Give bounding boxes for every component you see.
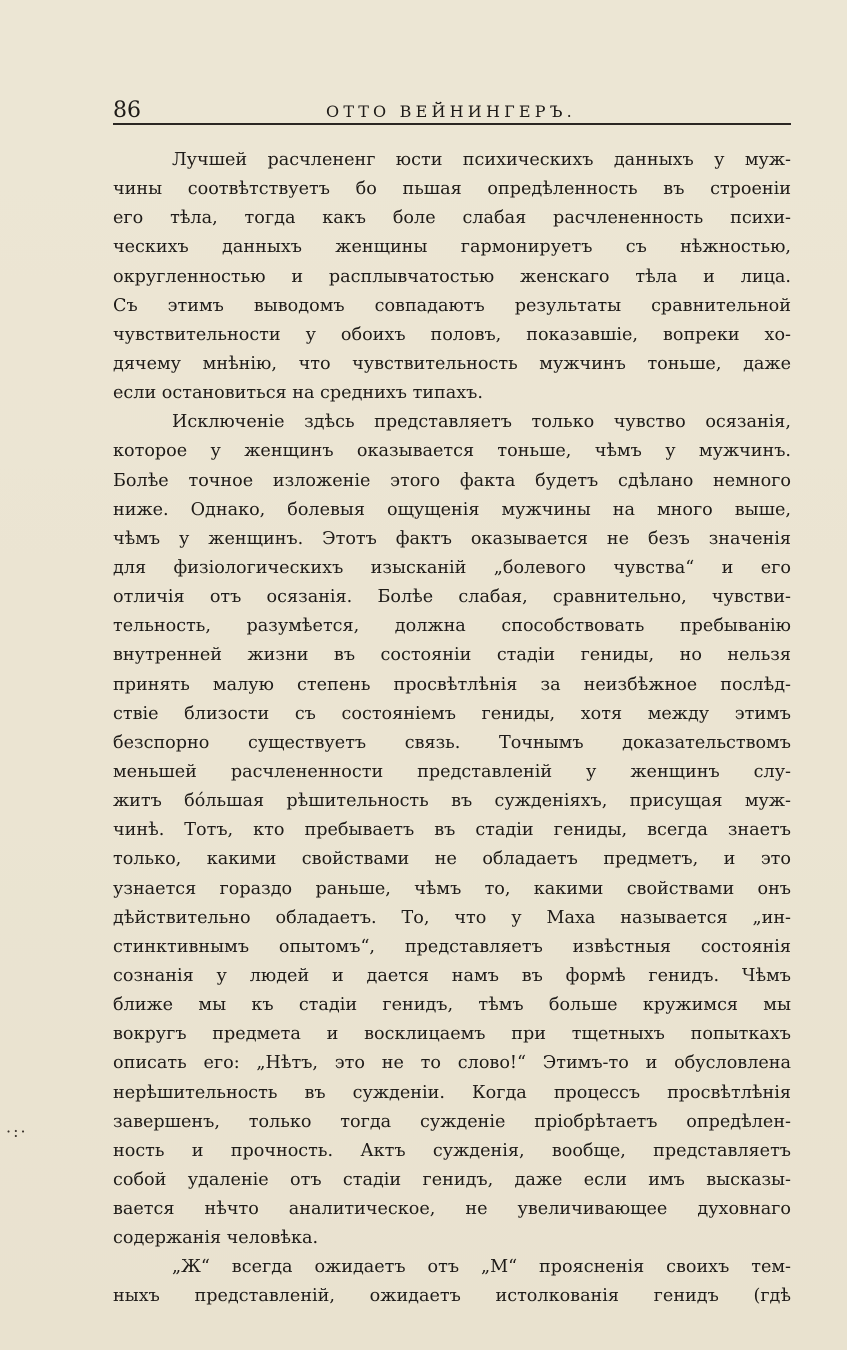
text-line: ближе мы къ стадіи генидъ, тѣмъ больше кружимся мы bbox=[113, 995, 791, 1016]
text-line: описать его: „Нѣтъ, это не то слово!“ Этимъ-то и обусловлена bbox=[113, 1053, 791, 1074]
text-line: содержанія человѣка. bbox=[113, 1228, 319, 1249]
text-line: округленностью и расплывчатостью женскаго тѣла и лица. bbox=[113, 266, 791, 287]
text-line: отличія отъ осязанія. Болѣе слабая, сравнительно, чувстви- bbox=[113, 587, 791, 608]
text-line: стинктивнымъ опытомъ“, представляетъ извѣстныя состоянія bbox=[113, 936, 791, 957]
text-line: меньшей расчлененности представленій у женщинъ слу- bbox=[113, 761, 791, 782]
text-line: дѣйствительно обладаетъ. То, что у Маха называется „ин- bbox=[113, 907, 791, 928]
text-line: чѣмъ у женщинъ. Этотъ фактъ оказывается не безъ значенія bbox=[113, 528, 791, 549]
text-line: ныхъ представленій, ожидаетъ истолкованія генидъ (гдѣ bbox=[113, 1286, 791, 1307]
text-line: Болѣе точное изложеніе этого факта будетъ сдѣлано немного bbox=[113, 470, 791, 491]
text-line: ческихъ данныхъ женщины гармонируетъ съ нѣжностью, bbox=[113, 237, 791, 258]
text-line: чувствительности у обоихъ половъ, показавшіе, вопреки хо- bbox=[113, 324, 791, 345]
text-line: Исключеніе здѣсь представляетъ только чувство осязанія, bbox=[172, 412, 791, 433]
text-line: узнается гораздо раньше, чѣмъ то, какими свойствами онъ bbox=[113, 878, 791, 899]
text-line: дячему мнѣнію, что чувствительность мужчинъ тоньше, даже bbox=[113, 353, 791, 374]
text-line: вокругъ предмета и восклицаемъ при тщетныхъ попыткахъ bbox=[113, 1024, 791, 1045]
text-line: „Ж“ всегда ожидаетъ отъ „М“ проясненія своихъ тем- bbox=[172, 1257, 791, 1278]
running-head: ОТТО ВЕЙНИНГЕРЪ. bbox=[326, 102, 576, 121]
text-line: житъ бо́льшая рѣшительность въ сужденіяхъ, присущая муж- bbox=[113, 791, 791, 812]
text-line: чины соотвѣтствуетъ бо пьшая опредѣленность въ строеніи bbox=[113, 179, 791, 200]
text-line: вается нѣчто аналитическое, не увеличивающее духовнаго bbox=[113, 1199, 791, 1220]
text-line: нерѣшительность въ сужденіи. Когда процессъ просвѣтлѣнія bbox=[113, 1082, 791, 1103]
text-line: безспорно существуетъ связь. Точнымъ доказательствомъ bbox=[113, 732, 791, 753]
text-line: ность и прочность. Актъ сужденія, вообще, представляетъ bbox=[113, 1140, 791, 1161]
text-line: ниже. Однако, болевыя ощущенія мужчины на много выше, bbox=[113, 499, 791, 520]
text-line: для физіологическихъ изысканій „болевого чувства“ и его bbox=[113, 557, 791, 578]
text-line: собой удаленіе отъ стадіи генидъ, даже если имъ высказы- bbox=[113, 1169, 791, 1190]
text-line: если остановиться на среднихъ типахъ. bbox=[113, 383, 483, 404]
page-number: 86 bbox=[113, 98, 141, 123]
body-text bbox=[113, 146, 791, 1312]
header-rule bbox=[113, 123, 791, 125]
text-line: только, какими свойствами не обладаетъ предметъ, и это bbox=[113, 849, 791, 870]
text-line: Съ этимъ выводомъ совпадаютъ результаты сравнительной bbox=[113, 295, 791, 316]
text-line: Лучшей расчлененг юсти психическихъ данныхъ у муж- bbox=[172, 150, 791, 170]
text-line: тельность, разумѣется, должна способствовать пребыванію bbox=[113, 616, 791, 637]
text-line: его тѣла, тогда какъ боле слабая расчлененность психи- bbox=[113, 208, 791, 229]
ink-spot-mark: ·:· bbox=[6, 1122, 28, 1141]
text-line: чинѣ. Тотъ, кто пребываетъ въ стадіи гениды, всегда знаетъ bbox=[113, 820, 791, 841]
text-line: ствіе близости съ состояніемъ гениды, хотя между этимъ bbox=[113, 703, 791, 724]
text-line: внутренней жизни въ состояніи стадіи гениды, но нельзя bbox=[113, 645, 791, 666]
text-line: завершенъ, только тогда сужденіе пріобрѣтаетъ опредѣлен- bbox=[113, 1111, 791, 1132]
text-line: сознанія у людей и дается намъ въ формѣ генидъ. Чѣмъ bbox=[113, 965, 791, 986]
text-line: которое у женщинъ оказывается тоньше, чѣмъ у мужчинъ. bbox=[113, 441, 791, 462]
text-line: принять малую степень просвѣтлѣнія за неизбѣжное послѣд- bbox=[113, 674, 791, 695]
